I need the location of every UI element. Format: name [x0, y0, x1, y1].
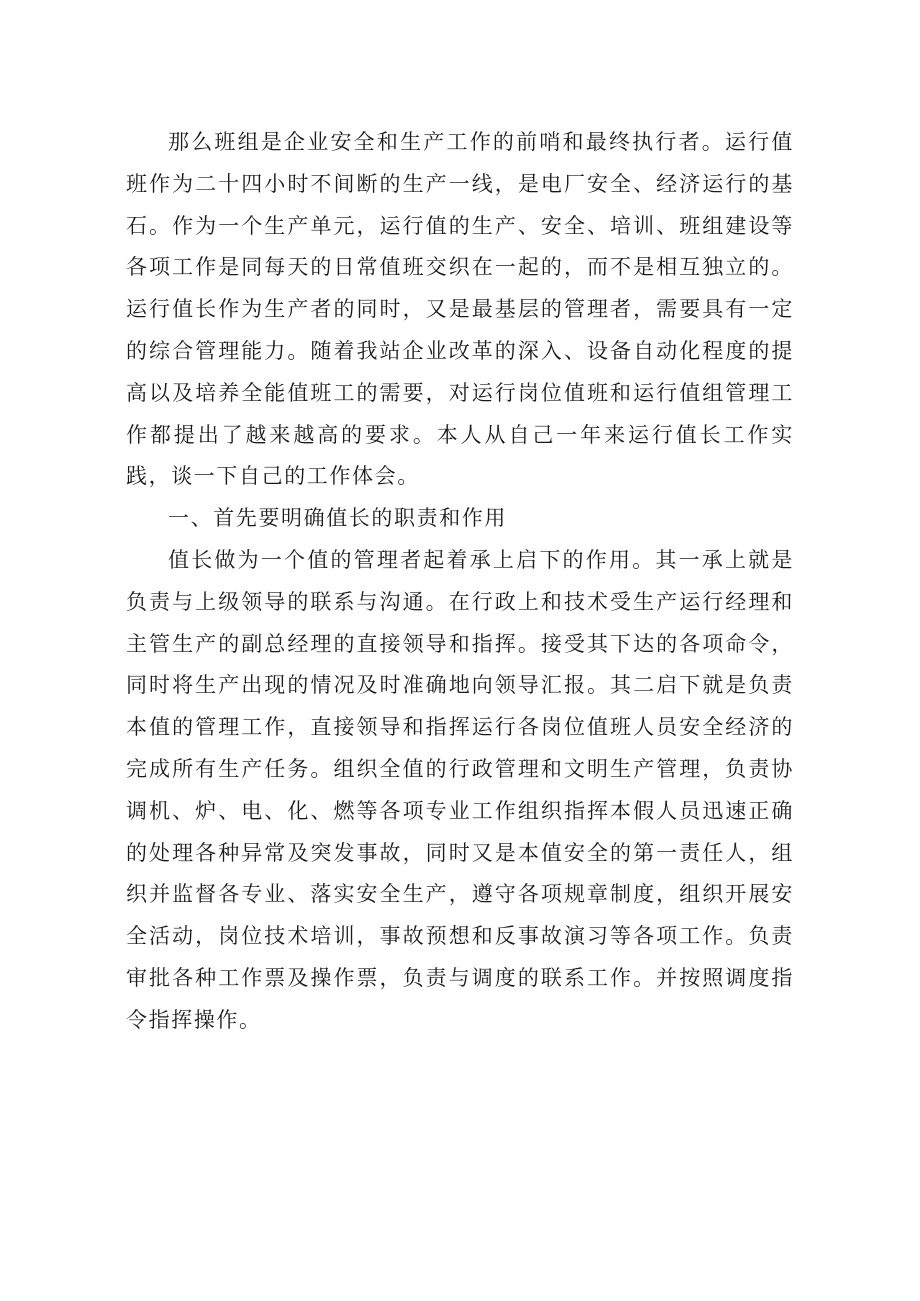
body-paragraph-1: 那么班组是企业安全和生产工作的前哨和最终执行者。运行值班作为二十四小时不间断的生产一线，是电厂安全、经济运行的基石。作为一个生产单元，运行值的生产、安全、培训、班组建设等各项工作是同每天的日常值班交织在一起的，而不是相互独立的。运行值长作为生产者的同时，又是最基层的管理者，需要具有一定的综合管理能力。随着我站企业改革的深入、设备自动化程度的提高以及培养全能值班工的需要，对运行岗位值班和运行值组管理工作都提出了越来越高的要求。本人从自己一年来运行值长工作实践，谈一下自己的工作体会。 — [126, 130, 794, 489]
body-paragraph-2: 值长做为一个值的管理者起着承上启下的作用。其一承上就是负责与上级领导的联系与沟通。在行政上和技术受生产运行经理和主管生产的副总经理的直接领导和指挥。接受其下达的各项命令，同时将生产出现的情况及时准确地向领导汇报。其二启下就是负责本值的管理工作，直接领导和指挥运行各岗位值班人员安全经济的完成所有生产任务。组织全值的行政管理和文明生产管理，负责协调机、炉、电、化、燃等各项专业工作组织指挥本假人员迅速正确的处理各种异常及突发事故，同时又是本值安全的第一责任人，组织并监督各专业、落实安全生产，遵守各项规章制度，组织开展安全活动，岗位技术培训，事故预想和反事故演习等各项工作。负责审批各种工作票及操作票，负责与调度的联系工作。并按照调度指令指挥操作。 — [126, 547, 794, 1032]
section-heading-1: 一、首先要明确值长的职责和作用 — [168, 506, 507, 531]
